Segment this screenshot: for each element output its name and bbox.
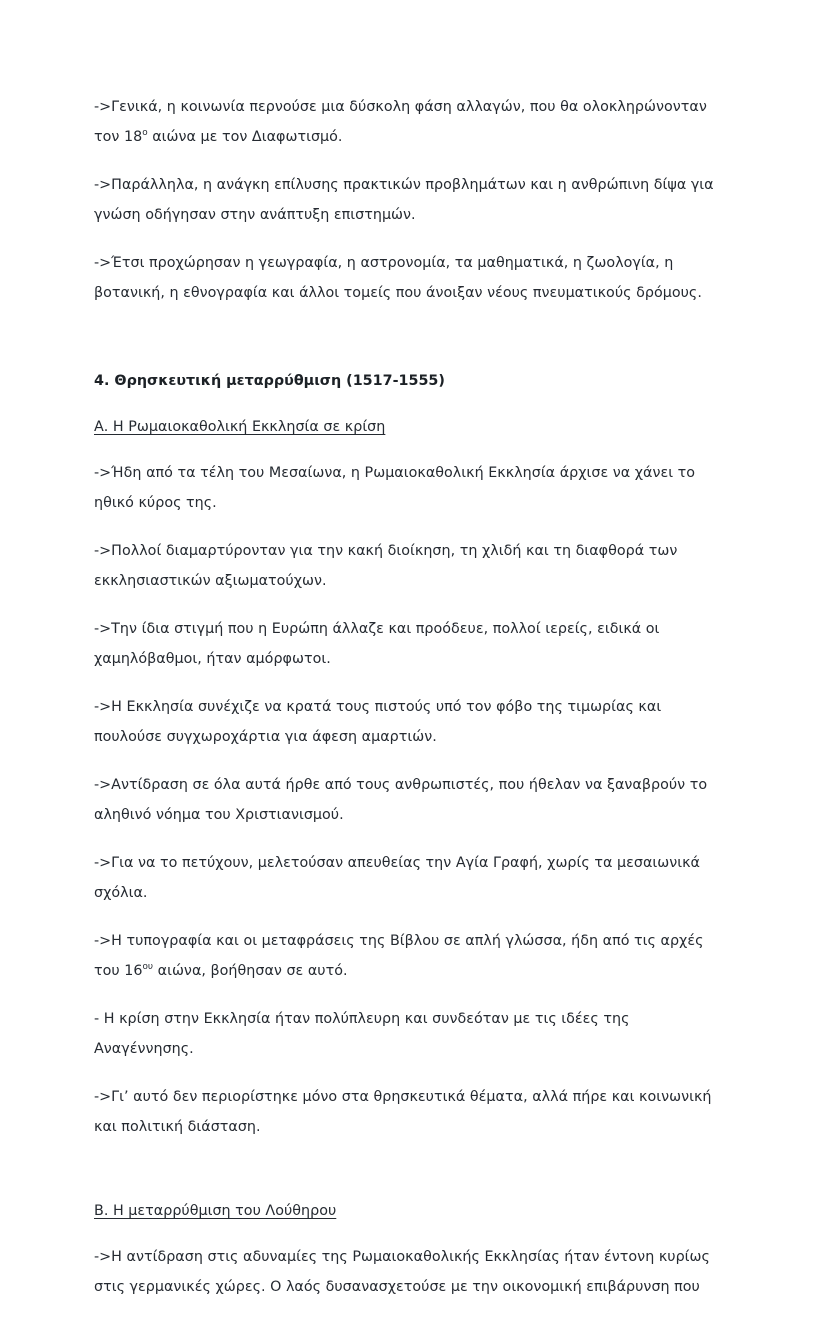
paragraph-printing-translations-text-a: ->Η τυπογραφία και οι μεταφράσεις της Βίβλου σε απλή γλώσσα, ήδη από τις αρχές του 16 [94,933,704,979]
paragraph-sciences-advanced: ->Έτσι προχώρησαν η γεωγραφία, η αστρονομία, τα μαθηματικά, η ζωολογία, η βοτανική, η εθνογραφία και άλλοι τομείς που άνοιξαν νέους πνευματικούς δρόμους. [94,255,702,301]
paragraph-printing-translations [94,926,714,986]
section-heading-reformation: 4. Θρησκευτική μεταρρύθμιση (1517-1555) [94,373,445,389]
subsection-heading-b: Β. Η μεταρρύθμιση του Λούθηρου [94,1203,337,1219]
subsection-heading-a: Α. Η Ρωμαιοκαθολική Εκκλησία σε κρίση [94,419,386,435]
section-spacer-top [94,326,714,366]
paragraph-society-change-text-b: αιώνα με τον Διαφωτισμό. [147,129,343,145]
paragraph-indulgences: ->Η Εκκλησία συνέχιζε να κρατά τους πιστούς υπό τον φόβο της τιμωρίας και πουλούσε συγχωροχάρτια για άφεση αμαρτιών. [94,699,662,745]
paragraph-moral-authority: ->Ήδη από τα τέλη του Μεσαίωνα, η Ρωμαιοκαθολική Εκκλησία άρχισε να χάνει το ηθικό κύρος της. [94,465,696,511]
document-body [94,92,714,1320]
paragraph-german-lands-reaction: ->Η αντίδραση στις αδυναμίες της Ρωμαιοκαθολικής Εκκλησίας ήταν έντονη κυρίως στις γερμανικές χώρες. Ο λαός δυσανασχετούσε με την οικονομική επιβάρυνση που [94,1249,710,1295]
paragraph-practical-problems: ->Παράλληλα, η ανάγκη επίλυσης πρακτικών προβλημάτων και η ανθρώπινη δίψα για γνώση οδήγησαν στην ανάπτυξη επιστημών. [94,177,714,223]
paragraph-humanist-reaction: ->Αντίδραση σε όλα αυτά ήρθε από τους ανθρωπιστές, που ήθελαν να ξαναβρούν το αληθινό νόημα του Χριστιανισμού. [94,777,708,823]
section-spacer-b [94,1160,714,1196]
paragraph-multifaceted-crisis: - Η κρίση στην Εκκλησία ήταν πολύπλευρη και συνδεόταν με τις ιδέες της Αναγέννησης. [94,1011,630,1057]
paragraph-social-political-dimension: ->Γι’ αυτό δεν περιορίστηκε μόνο στα θρησκευτικά θέματα, αλλά πήρε και κοινωνική και πολιτική διάσταση. [94,1089,712,1135]
paragraph-uneducated-priests: ->Την ίδια στιγμή που η Ευρώπη άλλαζε και προόδευε, πολλοί ιερείς, ειδικά οι χαμηλόβαθμοι, ήταν αμόρφωτοι. [94,621,660,667]
ordinal-superscript-16: ου [142,962,154,973]
paragraph-scripture-study: ->Για να το πετύχουν, μελετούσαν απευθείας την Αγία Γραφή, χωρίς τα μεσαιωνικά σχόλια. [94,855,700,901]
ordinal-superscript-18: ο [142,128,148,139]
paragraph-society-change-text-a: ->Γενικά, η κοινωνία περνούσε μια δύσκολη φάση αλλαγών, που θα ολοκληρώνονταν τον 18 [94,99,707,145]
paragraph-printing-translations-text-b: αιώνα, βοήθησαν σε αυτό. [153,963,348,979]
paragraph-corruption-complaints: ->Πολλοί διαμαρτύρονταν για την κακή διοίκηση, τη χλιδή και τη διαφθορά των εκκλησιαστικών αξιωματούχων. [94,543,678,589]
paragraph-society-change [94,92,714,152]
